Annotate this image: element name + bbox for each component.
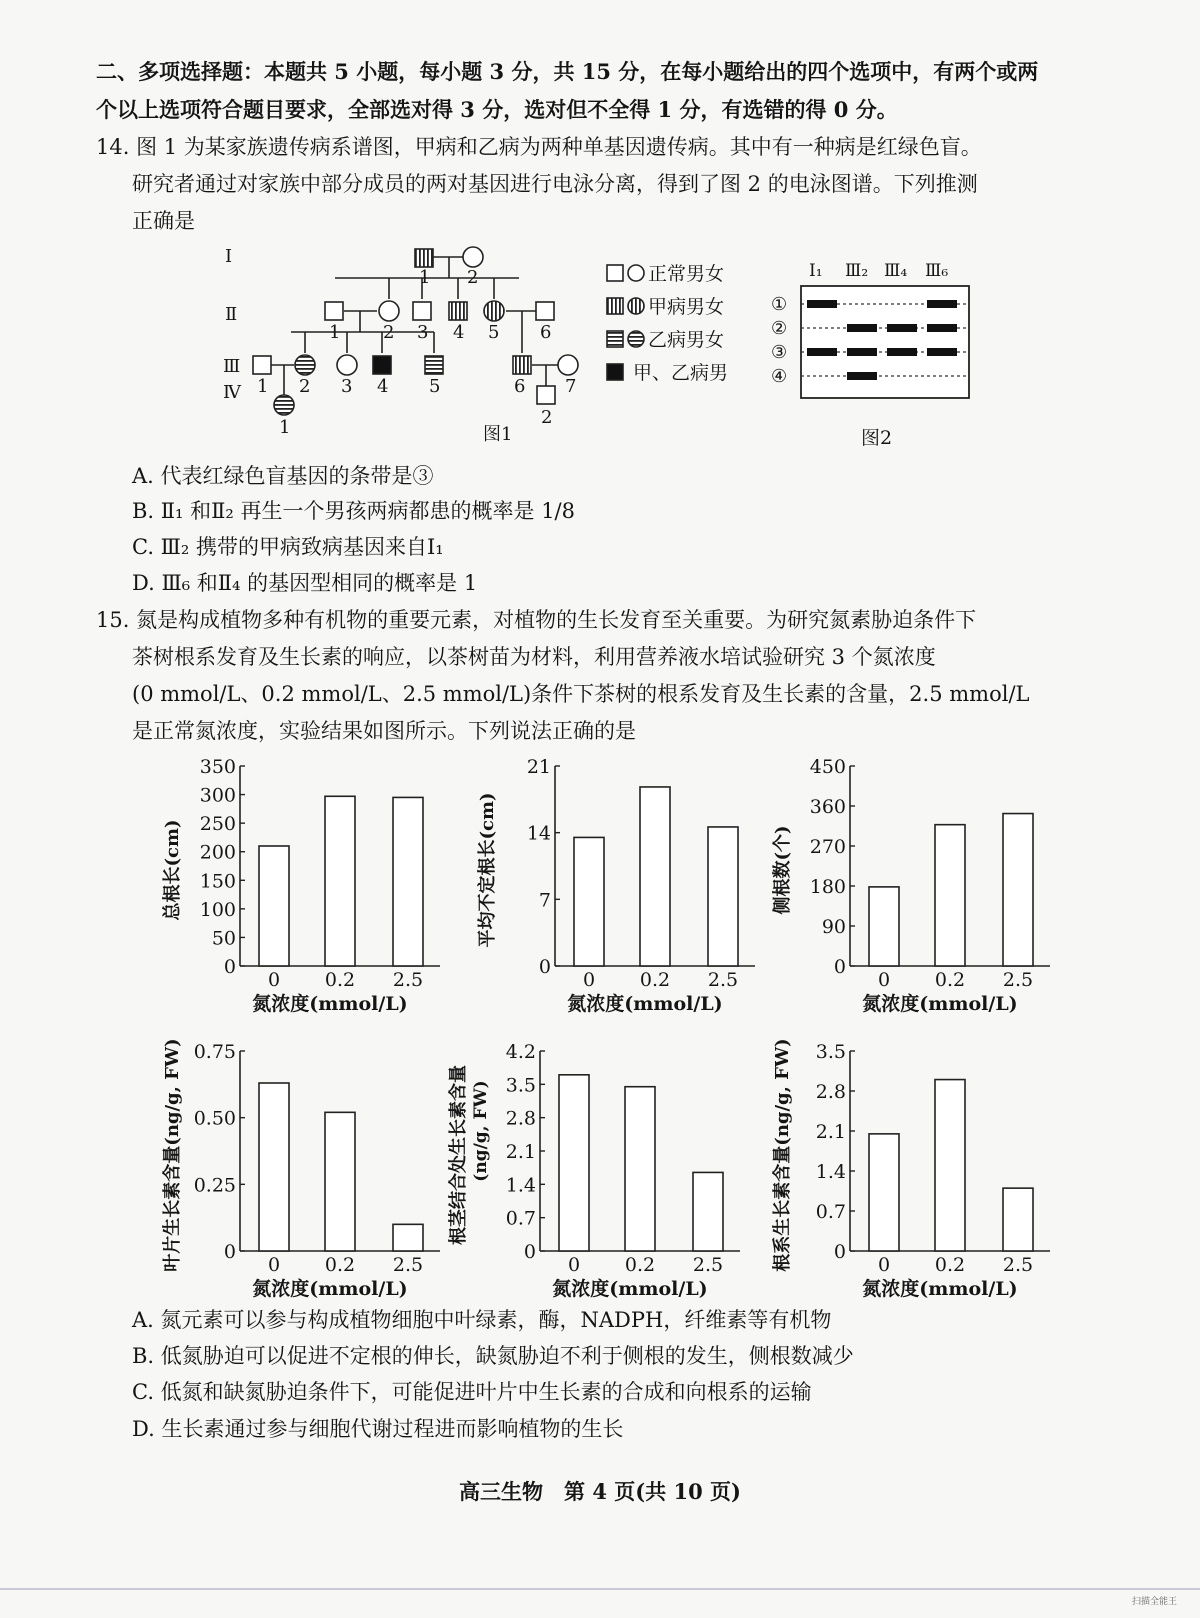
lane-label-1: Ⅰ₁: [809, 261, 823, 281]
q15-option-a: A. 氮元素可以参与构成植物细胞中叶绿素，酶，NADPH，纤维素等有机物: [132, 1308, 832, 1332]
band-row-2-label: ②: [771, 318, 788, 339]
bar-0.2: [935, 1080, 965, 1251]
electrophoresis-figure: [771, 252, 995, 452]
bar-2.5: [1003, 814, 1033, 966]
y-axis-label: 平均不定根长(cm): [477, 792, 498, 948]
y-tick-label: 0: [523, 1241, 536, 1263]
y-tick-label: 2.1: [815, 1121, 846, 1143]
bar-0: [869, 1134, 899, 1251]
gen-label-2: Ⅱ: [225, 304, 238, 325]
ii-2-label: 2: [383, 322, 395, 343]
y-tick-label: 200: [199, 841, 236, 864]
y-tick-label: 0.50: [193, 1107, 236, 1130]
bottom-rule: [0, 1588, 1200, 1590]
i-2-label: 2: [467, 267, 479, 288]
y-tick-label: 300: [199, 784, 236, 807]
y-tick-label: 7: [538, 889, 551, 912]
band-r4-c2: [847, 372, 877, 380]
section-heading-line2: 个以上选项符合题目要求，全部选对得 3 分，选对但不全得 1 分，有选错的得 0 分。: [96, 97, 898, 122]
x-tick-label: 2.5: [392, 969, 424, 991]
y-axis-label: 根系生长素含量(ng/g, FW): [772, 1038, 793, 1272]
legend-disease-a: 甲病男女: [648, 296, 725, 318]
y-tick-label: 2.1: [505, 1141, 536, 1163]
x-tick-label: 0.2: [934, 969, 966, 991]
band-r3-c1: [807, 348, 837, 356]
y-tick-label: 4.2: [505, 1041, 536, 1063]
y-axis-label-unit: (ng/g, FW): [471, 1080, 491, 1182]
iii-2-label: 2: [299, 376, 311, 397]
gen-label-4: Ⅳ: [223, 382, 241, 403]
q14-option-d: D. Ⅲ₆ 和Ⅱ₄ 的基因型相同的概率是 1: [132, 571, 478, 595]
y-tick-label: 50: [211, 927, 236, 950]
y-tick-label: 21: [526, 756, 551, 778]
y-tick-label: 0: [833, 1241, 846, 1263]
q14-option-a: A. 代表红绿色盲基因的条带是③: [132, 464, 434, 488]
q15-option-b: B. 低氮胁迫可以促进不定根的伸长，缺氮胁迫不利于侧根的发生，侧根数减少: [132, 1344, 854, 1368]
y-tick-label: 1.4: [815, 1161, 846, 1183]
bar-2.5: [693, 1172, 723, 1251]
y-tick-label: 250: [199, 813, 236, 836]
q14-option-c: C. Ⅲ₂ 携带的甲病致病基因来自Ⅰ₁: [132, 535, 444, 559]
y-tick-label: 0: [223, 956, 236, 978]
band-row-4-label: ④: [771, 366, 788, 387]
band-r2-c3: [887, 324, 917, 332]
chart-root-stem-junction-auxin: [440, 1035, 760, 1320]
ii-3-label: 3: [417, 322, 429, 343]
fig2-caption: 图2: [861, 427, 893, 449]
legend-normal: 正常男女: [648, 263, 725, 285]
chart-lateral-root-count: [750, 750, 1070, 1035]
q15-stem-line1: 15. 氮是构成植物多种有机物的重要元素，对植物的生长发育至关重要。为研究氮素胁迫条件下: [96, 608, 977, 632]
q14-stem-line3: 正确是: [132, 209, 195, 233]
legend-disease-b: 乙病男女: [648, 329, 725, 351]
y-tick-label: 100: [199, 898, 236, 921]
y-axis-label: 侧根数(个): [772, 825, 793, 915]
chart-total-root-length: [140, 750, 460, 1035]
y-tick-label: 180: [809, 876, 846, 898]
x-axis-label: 氮浓度(mmol/L): [252, 993, 408, 1015]
q14-stem-line2: 研究者通过对家族中部分成员的两对基因进行电泳分离，得到了图 2 的电泳图谱。下列推测: [132, 172, 978, 196]
y-tick-label: 2.8: [505, 1107, 536, 1130]
lane-label-3: Ⅲ₄: [884, 261, 908, 281]
x-tick-label: 0: [567, 1254, 581, 1276]
band-row-1-label: ①: [771, 294, 788, 315]
chart-adventitious-root-length: [455, 750, 775, 1035]
bar-0: [869, 887, 899, 966]
page-footer: 高三生物 第 4 页(共 10 页): [459, 1479, 741, 1504]
y-tick-label: 90: [821, 916, 846, 938]
gen-label-1: Ⅰ: [225, 246, 233, 267]
iii-4-label: 4: [377, 376, 389, 397]
q15-stem-line4: 是正常氮浓度，实验结果如图所示。下列说法正确的是: [132, 719, 636, 743]
y-tick-label: 270: [809, 836, 846, 858]
y-tick-label: 150: [199, 870, 236, 893]
y-tick-label: 3.5: [815, 1041, 846, 1063]
ii-4-label: 4: [453, 322, 465, 343]
x-tick-label: 2.5: [707, 969, 739, 991]
bar-0.2: [640, 787, 670, 966]
x-axis-label: 氮浓度(mmol/L): [862, 993, 1018, 1015]
q15-option-c: C. 低氮和缺氮胁迫条件下，可能促进叶片中生长素的合成和向根系的运输: [132, 1380, 812, 1404]
chart-leaf-auxin: [140, 1035, 460, 1320]
bar-2.5: [1003, 1188, 1033, 1251]
x-tick-label: 2.5: [1002, 1254, 1034, 1276]
bar-2.5: [393, 797, 423, 966]
iv-1-label: 1: [279, 417, 291, 438]
x-tick-label: 0.2: [624, 1254, 656, 1276]
iii-3-label: 3: [341, 376, 353, 397]
y-tick-label: 0.75: [193, 1041, 236, 1063]
band-r3-c3: [887, 348, 917, 356]
lane-label-2: Ⅲ₂: [845, 261, 869, 281]
scanner-watermark: 扫描全能王: [1132, 1597, 1178, 1607]
x-tick-label: 0.2: [639, 969, 671, 991]
band-r1-c1: [807, 300, 837, 308]
y-tick-label: 0: [223, 1241, 236, 1263]
bar-0: [559, 1075, 589, 1251]
bar-0: [259, 1083, 289, 1251]
ii-6-label: 6: [540, 322, 552, 343]
iv-2-label: 2: [541, 407, 553, 428]
y-tick-label: 360: [809, 796, 846, 818]
ii-1-label: 1: [329, 322, 341, 343]
section-heading-line1: 二、多项选择题：本题共 5 小题，每小题 3 分，共 15 分，在每小题给出的四个选项中，有两个或两: [96, 59, 1039, 84]
x-axis-label: 氮浓度(mmol/L): [552, 1278, 708, 1300]
gen-label-3: Ⅲ: [223, 356, 241, 377]
band-r3-c4: [927, 348, 957, 356]
band-r2-c2: [847, 324, 877, 332]
band-r1-c4: [927, 300, 957, 308]
y-tick-label: 450: [809, 756, 846, 778]
y-tick-label: 0: [538, 956, 551, 978]
band-r2-c4: [927, 324, 957, 332]
bar-0.2: [325, 1112, 355, 1251]
bar-0.2: [935, 825, 965, 966]
y-tick-label: 14: [526, 822, 551, 845]
y-axis-label: 总根长(cm): [162, 819, 183, 921]
x-tick-label: 2.5: [692, 1254, 724, 1276]
q14-stem-line1: 14. 图 1 为某家族遗传病系谱图，甲病和乙病为两种单基因遗传病。其中有一种病是红绿色盲。: [96, 135, 982, 159]
iii-6-label: 6: [514, 376, 526, 397]
legend-disease-ab: 甲、乙病男: [633, 362, 729, 384]
bar-2.5: [708, 827, 738, 966]
x-tick-label: 0: [582, 969, 596, 991]
bar-0.2: [625, 1087, 655, 1251]
q14-option-b: B. Ⅱ₁ 和Ⅱ₂ 再生一个男孩两病都患的概率是 1/8: [132, 499, 575, 523]
y-tick-label: 0.7: [505, 1207, 536, 1230]
y-tick-label: 3.5: [505, 1074, 536, 1097]
band-r3-c2: [847, 348, 877, 356]
y-tick-label: 350: [199, 756, 236, 778]
y-axis-label: 根茎结合处生长素含量: [448, 1065, 469, 1245]
bar-2.5: [393, 1224, 423, 1251]
y-tick-label: 0.7: [815, 1201, 846, 1223]
x-tick-label: 0: [877, 1254, 891, 1276]
x-tick-label: 2.5: [392, 1254, 424, 1276]
q15-stem-line2: 茶树根系发育及生长素的响应，以茶树苗为材料，利用营养液水培试验研究 3 个氮浓度: [132, 645, 936, 669]
band-row-3-label: ③: [771, 342, 788, 363]
x-tick-label: 0.2: [324, 969, 356, 991]
y-tick-label: 2.8: [815, 1081, 846, 1103]
x-tick-label: 0: [267, 969, 281, 991]
x-tick-label: 0: [877, 969, 891, 991]
fig1-caption: 图1: [483, 424, 513, 445]
x-tick-label: 2.5: [1002, 969, 1034, 991]
bar-0.2: [325, 796, 355, 966]
q15-stem-line3: (0 mmol/L、0.2 mmol/L、2.5 mmol/L)条件下茶树的根系发育及生长素的含量，2.5 mmol/L: [132, 682, 1030, 706]
x-tick-label: 0: [267, 1254, 281, 1276]
x-axis-label: 氮浓度(mmol/L): [567, 993, 723, 1015]
ii-5-label: 5: [488, 322, 500, 343]
q15-option-d: D. 生长素通过参与细胞代谢过程进而影响植物的生长: [132, 1417, 624, 1441]
y-tick-label: 0.25: [193, 1174, 236, 1197]
iii-7-label: 7: [565, 376, 577, 397]
x-tick-label: 0.2: [324, 1254, 356, 1276]
y-axis-label: 叶片生长素含量(ng/g, FW): [162, 1038, 183, 1272]
chart-root-auxin: [750, 1035, 1070, 1320]
y-tick-label: 0: [833, 956, 846, 978]
bar-0: [574, 837, 604, 966]
i-1-label: 1: [419, 267, 431, 288]
y-tick-label: 1.4: [505, 1174, 536, 1197]
bar-0: [259, 846, 289, 966]
lane-label-4: Ⅲ₆: [925, 261, 949, 281]
x-axis-label: 氮浓度(mmol/L): [862, 1278, 1018, 1300]
x-tick-label: 0.2: [934, 1254, 966, 1276]
x-axis-label: 氮浓度(mmol/L): [252, 1278, 408, 1300]
iii-5-label: 5: [429, 376, 441, 397]
pedigree-figure: [215, 240, 775, 455]
iii-1-label: 1: [257, 376, 269, 397]
